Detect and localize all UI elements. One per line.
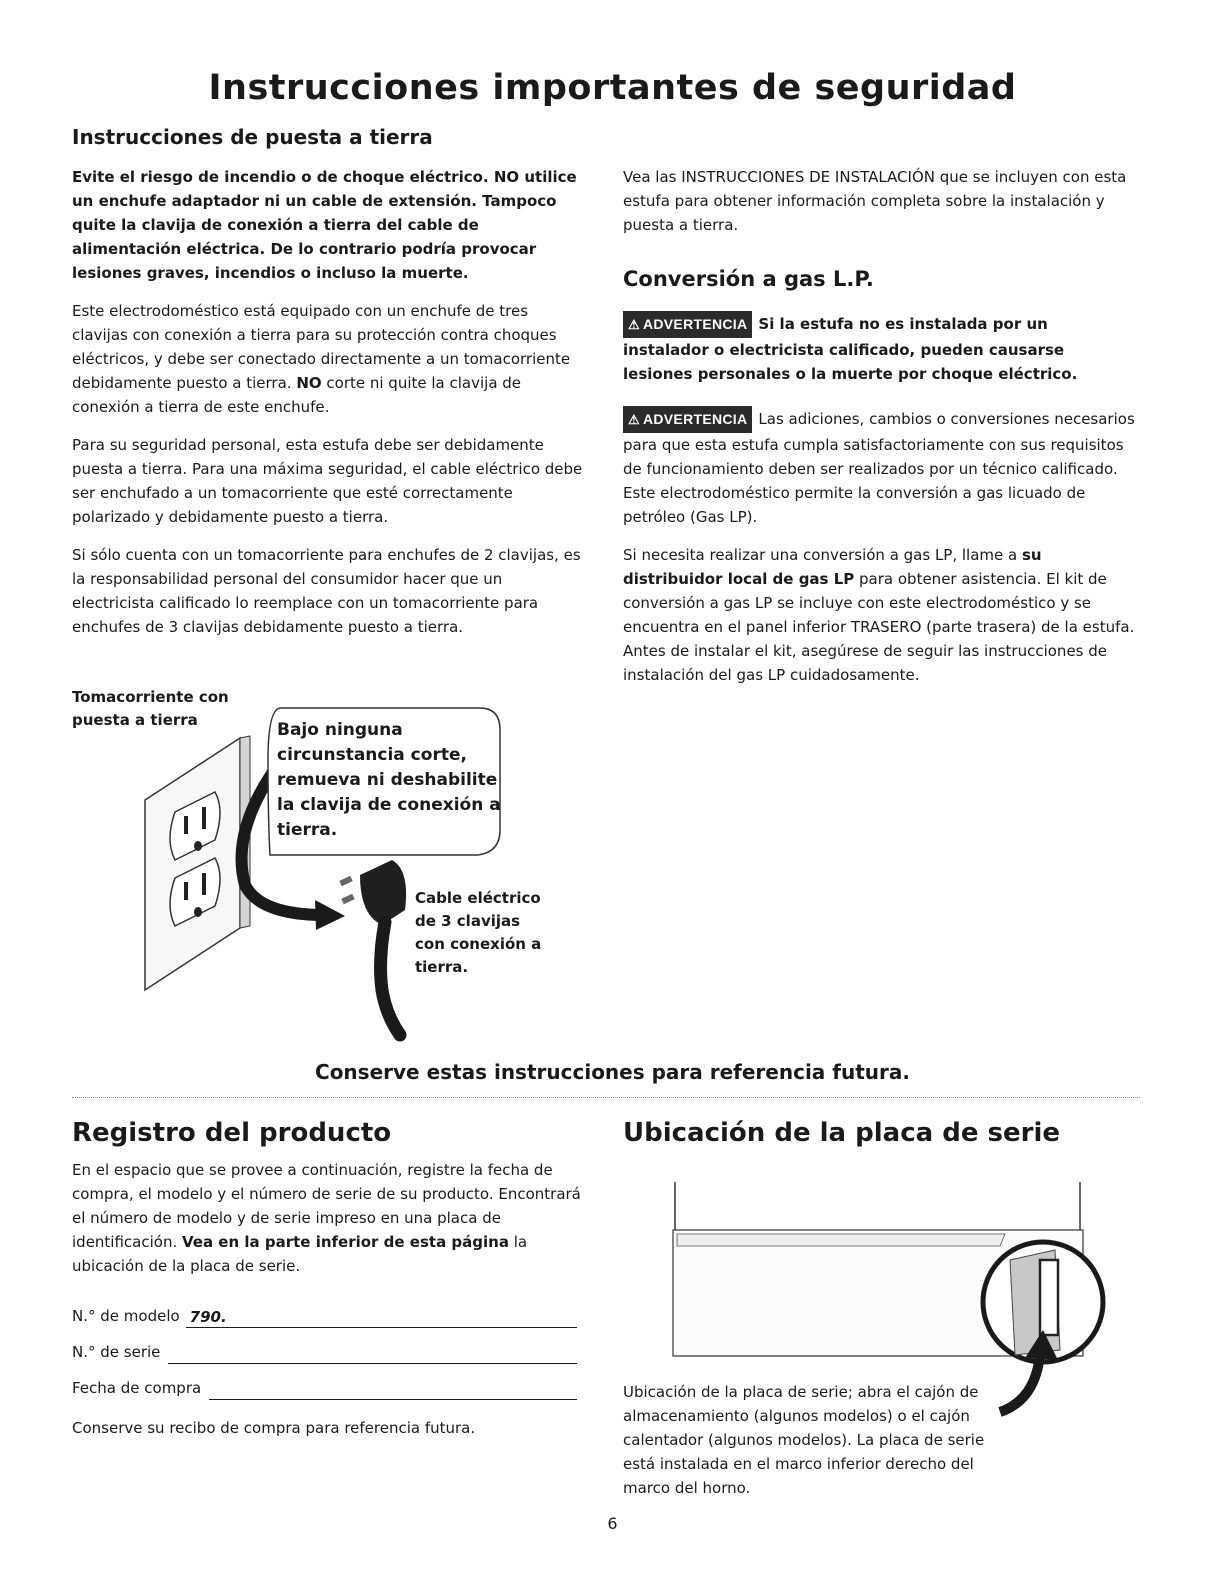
- warning-2-text: Las adiciones, cambios o conversiones necesarios para que esta estufa cumpla satisfactoriamente con sus requisitos de funcionamiento deben ser realizados por un técnico calificado.: [623, 410, 1135, 478]
- keep-instructions-note: Conserve estas instrucciones para referencia futura.: [315, 1060, 910, 1084]
- registration-footer: Conserve su recibo de compra para referencia futura.: [72, 1419, 476, 1437]
- purchase-date-field: [72, 1376, 577, 1400]
- registration-heading: Registro del producto: [72, 1118, 392, 1148]
- wall-plate-icon: [145, 738, 240, 990]
- reg-text-b: la ubicación de la placa de serie.: [72, 1233, 528, 1275]
- install-note: Vea las INSTRUCCIONES DE INSTALACIÓN que se incluyen con esta estufa para obtener información completa sobre la instalación y puesta a tierra.: [623, 168, 1127, 234]
- reg-text-bold: Vea en la parte inferior de esta página: [182, 1233, 509, 1251]
- page-number: 6: [607, 1514, 618, 1533]
- lp-text-a: Si necesita realizar una conversión a gas LP, llame a: [623, 546, 1022, 564]
- reg-text-a: En el espacio que se provee a continuación, registre la fecha de compra, el modelo y el número de serie de su producto. Encontrará el número de modelo y de serie impreso en una placa de identificación.: [72, 1161, 581, 1251]
- grounding-paragraph-1: [72, 299, 587, 419]
- warning-triangle-icon: ⚠: [628, 412, 640, 427]
- serial-value-line: [168, 1343, 577, 1364]
- warning-badge-1: [623, 311, 752, 338]
- grounding-paragraph-2: Para su seguridad personal, esta estufa debe ser debidamente puesta a tierra. Para una máxima seguridad, el cable eléctrico debe ser enchufado a un tomacorriente que esté correctamente polarizado y debidamente puesto a tierra.: [72, 436, 583, 526]
- model-label: N.° de modelo: [72, 1307, 180, 1325]
- curved-arrow-icon: [1000, 1355, 1040, 1412]
- p1-text-b: corte ni quite la clavija de conexión a tierra de este enchufe.: [72, 374, 522, 416]
- registration-paragraph: [72, 1158, 587, 1278]
- outlet-label: Tomacorriente con puesta a tierra: [72, 688, 229, 729]
- serial-plate-section: [623, 1118, 1143, 1148]
- plug-icon: [360, 860, 406, 925]
- warning-triangle-icon: ⚠: [628, 317, 640, 332]
- grounding-paragraph-3: Si sólo cuenta con un tomacorriente para enchufes de 2 clavijas, es la responsabilidad personal del consumidor hacer que un electricista calificado lo reemplace con un tomacorriente para enchufes de 3 clavijas debidamente puesto a tierra.: [72, 546, 581, 636]
- serial-plate-icon: [1040, 1260, 1058, 1335]
- warning-badge-text: ADVERTENCIA: [642, 411, 748, 427]
- model-field: [72, 1304, 577, 1328]
- serial-plate-caption: Ubicación de la placa de serie; abra el cajón de almacenamiento (algunos modelos) o el cajón calentador (algunos modelos). La placa de serie está instalada en el marco inferior derecho del marco del horno.: [623, 1383, 985, 1497]
- page-title: Instrucciones importantes de seguridad: [208, 68, 1017, 108]
- p1-no: NO: [296, 374, 322, 392]
- warning-badge-2: [623, 406, 752, 433]
- cord-label: Cable eléctrico de 3 clavijas con conexión a tierra.: [415, 889, 542, 976]
- lp-heading: Conversión a gas L.P.: [623, 267, 874, 291]
- serial-label: N.° de serie: [72, 1343, 161, 1361]
- cord-icon: [381, 922, 400, 1035]
- callout-text: Bajo ninguna circunstancia corte, remueva ni deshabilite la clavija de conexión a tierra.: [277, 720, 501, 840]
- registration-section: [72, 1118, 587, 1440]
- warning-1: [623, 311, 1138, 386]
- warning-1-text: Si la estufa no es instalada por un instalador o electricista calificado, pueden causarse lesiones personales o la muerte por choque eléctrico.: [623, 315, 1078, 383]
- serial-plate-heading: Ubicación de la placa de serie: [623, 1118, 1060, 1148]
- warning-2: [623, 406, 1138, 481]
- grounding-section: [72, 125, 592, 149]
- section-divider: [72, 1097, 1140, 1098]
- warning-badge-text: ADVERTENCIA: [642, 316, 748, 332]
- purchase-date-line: [209, 1379, 577, 1400]
- serial-field: [72, 1340, 577, 1364]
- right-column: [623, 165, 1138, 687]
- p1-text-a: Este electrodoméstico está equipado con un enchufe de tres clavijas con conexión a tierra para su protección contra choques eléctricos, y debe ser conectado directamente a un tomacorriente debidamente puesto a tierra.: [72, 302, 571, 392]
- purchase-date-label: Fecha de compra: [72, 1379, 202, 1397]
- lp-permit: Este electrodoméstico permite la conversión a gas licuado de petróleo (Gas LP).: [623, 484, 1086, 526]
- lp-paragraph: [623, 543, 1138, 687]
- grounding-heading: Instrucciones de puesta a tierra: [72, 125, 433, 149]
- lp-text-b: para obtener asistencia. El kit de conversión a gas LP se incluye con este electrodoméstico y se encuentra en el panel inferior TRASERO (parte trasera) de la estufa. Antes de instalar el kit, asegúrese de seguir las instrucciones de instalación del gas LP cuidadosamente.: [623, 570, 1135, 684]
- model-value: 790.: [186, 1307, 577, 1328]
- grounding-warning: Evite el riesgo de incendio o de choque eléctrico. NO utilice un enchufe adaptador ni un cable de extensión. Tampoco quite la clavija de conexión a tierra del cable de alimentación eléctrica. De lo contrario podría provocar lesiones graves, incendios o incluso la muerte.: [72, 168, 577, 282]
- lp-distributor: su distribuidor local de gas LP: [623, 546, 1042, 588]
- grounding-body: [72, 165, 587, 639]
